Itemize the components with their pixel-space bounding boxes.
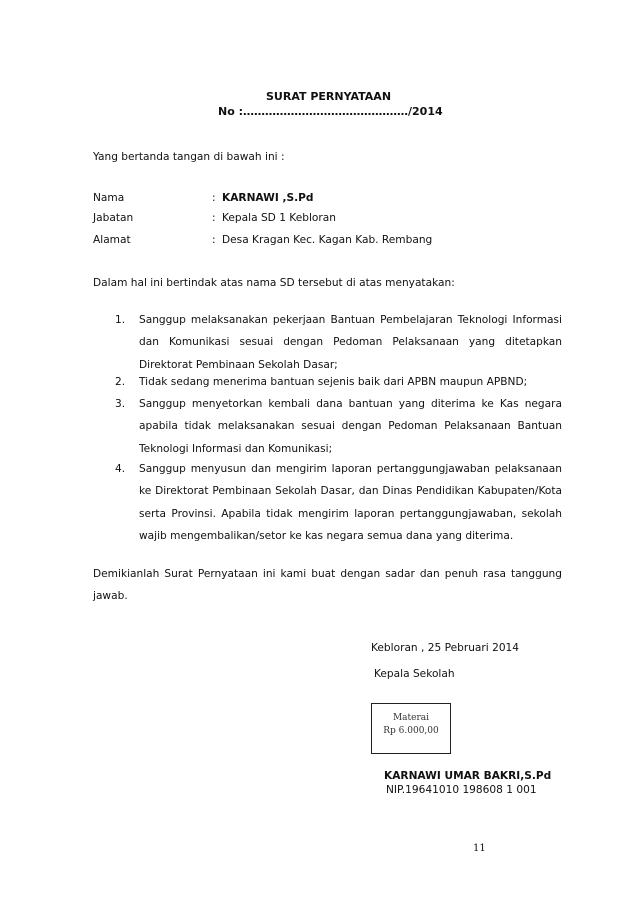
address-value: Desa Kragan Kec. Kagan Kab. Rembang — [222, 234, 433, 246]
document-title: SURAT PERNYATAAN — [266, 90, 392, 103]
list-item-text: Tidak sedang menerima bantuan sejenis baik dari APBN maupun APBND; — [139, 376, 528, 388]
signer-position: Kepala Sekolah — [374, 668, 455, 680]
document-number: No :………………………………………/2014 — [218, 105, 443, 118]
list-item-number: 2. — [115, 376, 126, 388]
position-colon: : — [212, 212, 216, 224]
list-item-number: 3. — [115, 398, 126, 410]
address-colon: : — [212, 234, 216, 246]
place-date: Kebloran , 25 Pebruari 2014 — [371, 642, 520, 654]
stamp-amount: Rp 6.000,00 — [383, 726, 439, 736]
list-item-number: 1. — [115, 314, 126, 326]
list-item-text: Sanggup menyetorkan kembali dana bantuan yang diterima ke Kas negara apabila tidak melaksanakan sesuai dengan Pedoman Pelaksanaan Bantuan Teknologi Informasi dan Komunikasi; — [139, 398, 562, 455]
signer-nip: NIP.19641010 198608 1 001 — [386, 784, 537, 796]
stamp-label: Materai — [392, 713, 430, 723]
page-number: 11 — [473, 843, 486, 854]
name-label: Nama — [93, 192, 125, 204]
name-value: KARNAWI ,S.Pd — [222, 192, 314, 204]
closing-paragraph: Demikianlah Surat Pernyataan ini kami buat dengan sadar dan penuh rasa tanggung jawab. — [93, 568, 562, 603]
position-value: Kepala SD 1 Kebloran — [222, 212, 336, 224]
position-label: Jabatan — [93, 212, 134, 224]
name-colon: : — [212, 192, 216, 204]
address-label: Alamat — [93, 234, 131, 246]
duty-stamp-box — [371, 703, 451, 754]
intro-text: Yang bertanda tangan di bawah ini : — [93, 151, 285, 163]
list-item-number: 4. — [115, 463, 126, 475]
statement-intro: Dalam hal ini bertindak atas nama SD tersebut di atas menyatakan: — [93, 277, 455, 289]
signer-name: KARNAWI UMAR BAKRI,S.Pd — [384, 770, 552, 782]
list-item-text: Sanggup menyusun dan mengirim laporan pertanggungjawaban pelaksanaan ke Direktorat Pembinaan Sekolah Dasar, dan Dinas Pendidikan Kabupaten/Kota serta Provinsi. Apabila tidak mengirim laporan pertanggungjawaban, sekolah wajib mengembalikan/setor ke kas negara semua dana yang diterima. — [139, 463, 562, 542]
list-item-text: Sanggup melaksanakan pekerjaan Bantuan Pembelajaran Teknologi Informasi dan Komunikasi sesuai dengan Pedoman Pelaksanaan yang ditetapkan Direktorat Pembinaan Sekolah Dasar; — [139, 314, 562, 371]
